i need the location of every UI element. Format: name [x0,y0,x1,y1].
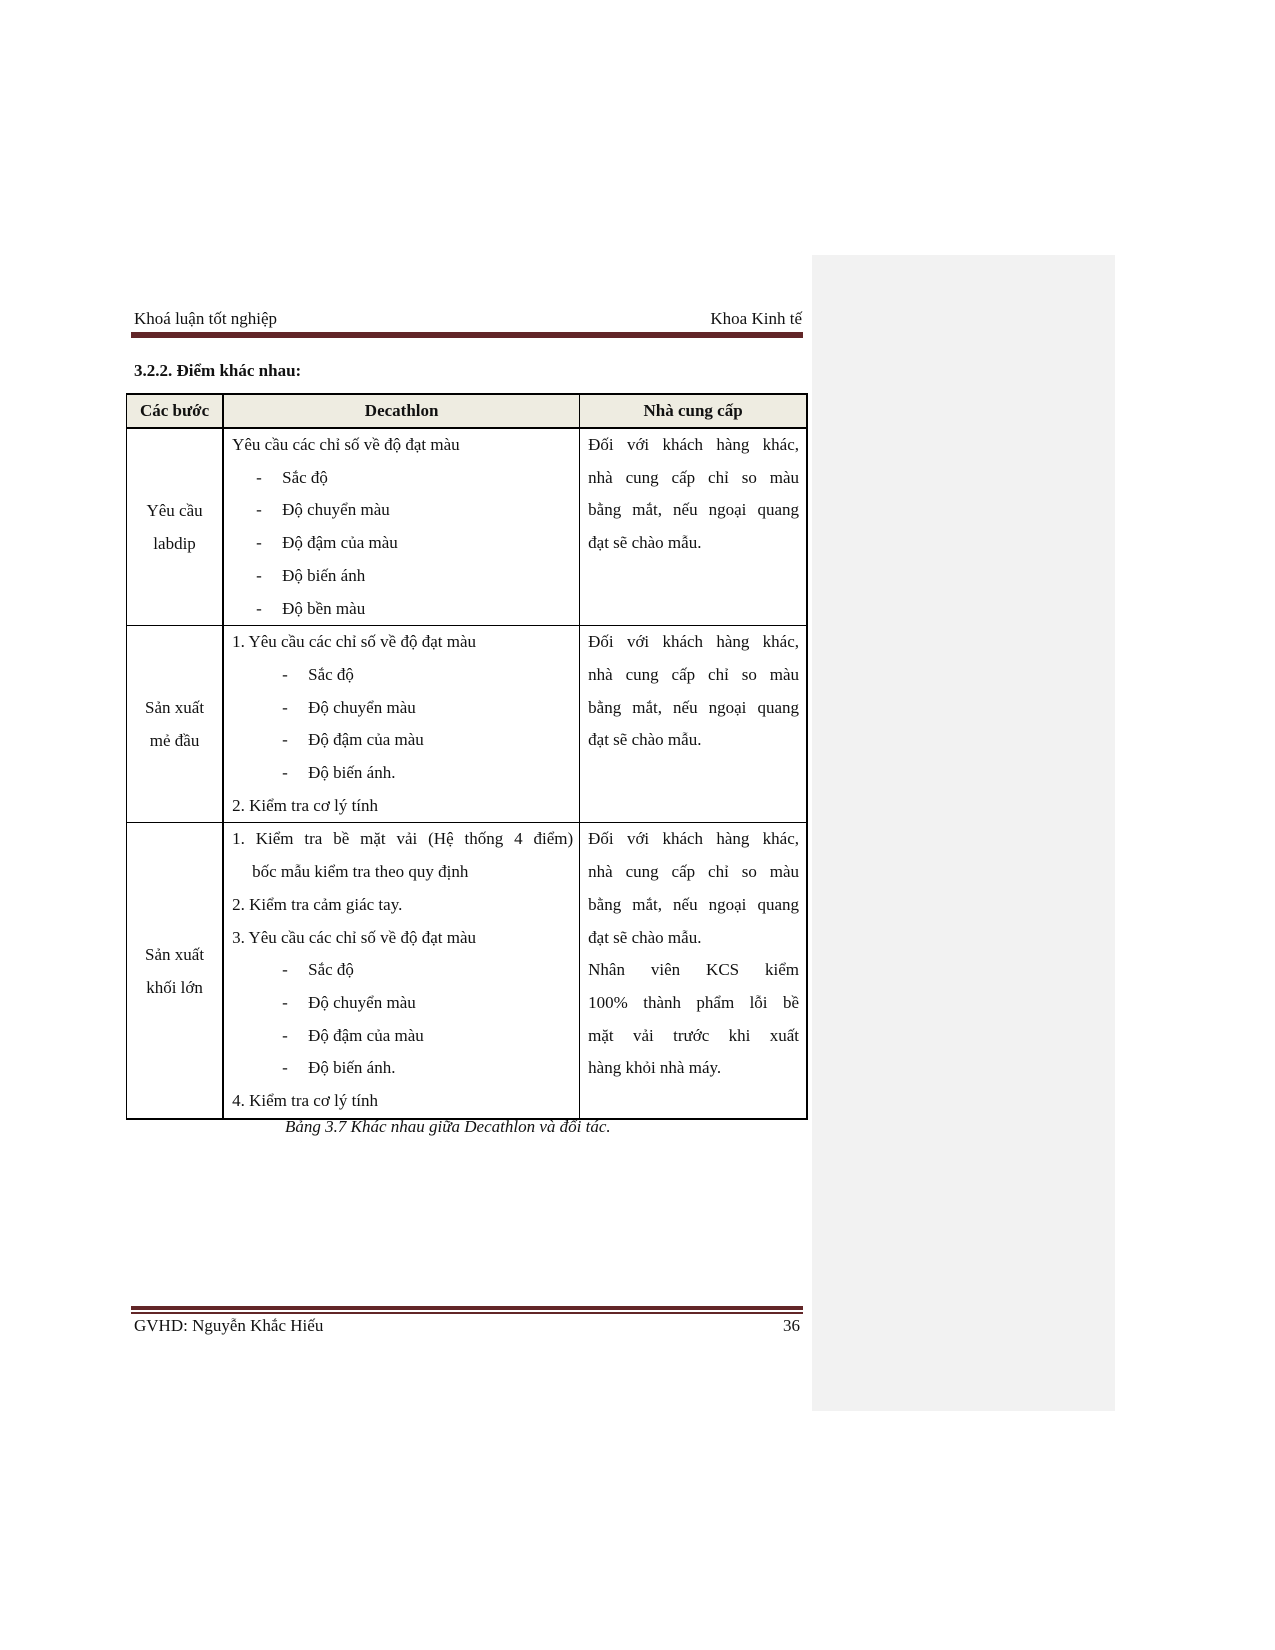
decathlon-cell [223,823,580,1119]
bullet-item: - Sắc độ [282,960,354,980]
supplier-text: Đối với khách hàng khác, [588,632,799,652]
page-header [134,309,802,331]
numbered-item-continuation: bốc mẫu kiểm tra theo quy định [252,862,469,882]
supplier-cell [580,626,807,823]
table-header-row [127,394,808,428]
supplier-text: bằng mắt, nếu ngoại quang [588,697,799,717]
numbered-item: 2. Kiểm tra cảm giác tay. [232,894,403,914]
footer-rule [131,1306,803,1310]
table-row [127,428,808,626]
supplier-text: bằng mắt, nếu ngoại quang [588,894,799,914]
table-row [127,823,808,1119]
supplier-text: nhà cung cấp chỉ so màu [588,467,799,487]
requirement-intro: Yêu cầu các chỉ số về độ đạt màu [232,435,460,454]
supplier-text: đạt sẽ chào mẫu. [588,927,702,947]
step-label: khối lớn [146,977,203,997]
step-label: labdip [153,534,196,554]
step-label: Sản xuất [145,698,205,718]
numbered-item: 1. Kiểm tra bề mặt vải (Hệ thống 4 điểm) [232,829,574,849]
step-label: mẻ đầu [149,731,200,751]
numbered-item: 1. Yêu cầu các chỉ số về độ đạt màu [232,632,476,652]
footer-advisor: GVHD: Nguyễn Khắc Hiếu [134,1316,324,1335]
numbered-item: 4. Kiểm tra cơ lý tính [232,1091,379,1111]
header-thesis-label: Khoá luận tốt nghiệp [134,309,278,328]
column-header-steps: Các bước [127,394,224,428]
bullet-item: - Độ bền màu [256,598,366,618]
supplier-cell [580,823,807,1119]
supplier-text: đạt sẽ chào mẫu. [588,730,702,750]
supplier-text: đạt sẽ chào mẫu. [588,533,702,553]
supplier-cell [580,428,807,626]
bullet-item: - Độ biến ánh. [282,763,396,783]
header-faculty-label: Khoa Kinh tế [710,309,802,328]
header-rule [131,332,803,338]
step-label: Yêu cầu [146,501,203,521]
bullet-item: - Độ biến ánh. [282,1058,396,1078]
supplier-text: bằng mắt, nếu ngoại quang [588,500,799,520]
decathlon-cell [223,626,580,823]
decathlon-cell [223,428,580,626]
numbered-item: 2. Kiểm tra cơ lý tính [232,795,379,815]
section-title: 3.2.2. Điểm khác nhau: [134,361,302,380]
footer-rule-thin [131,1312,803,1314]
step-cell [127,626,224,823]
supplier-text: nhà cung cấp chỉ so màu [588,664,799,684]
table-row [127,626,808,823]
bullet-item: - Độ chuyển màu [256,500,390,520]
bullet-item: - Độ đậm của màu [282,730,424,750]
step-label: Sản xuất [145,944,205,964]
bullet-item: - Độ đậm của màu [282,1025,424,1045]
supplier-text: mặt vải trước khi xuất [588,1025,799,1045]
supplier-text: 100% thành phẩm lỗi bề [588,992,799,1012]
numbered-item: 3. Yêu cầu các chỉ số về độ đạt màu [232,927,476,947]
page-number: 36 [783,1316,800,1335]
supplier-text: Nhân viên KCS kiểm [588,960,799,980]
table-caption: Bảng 3.7 Khác nhau giữa Decathlon và đối tác. [285,1117,611,1136]
comparison-table [126,393,808,1120]
supplier-text: Đối với khách hàng khác, [588,435,799,454]
bullet-item: - Độ chuyển màu [282,992,416,1012]
supplier-text: nhà cung cấp chỉ so màu [588,862,799,882]
supplier-text: hàng khỏi nhà máy. [588,1058,722,1078]
step-cell [127,428,224,626]
column-header-decathlon: Decathlon [223,394,580,428]
bullet-item: - Sắc độ [282,664,354,684]
bullet-item: - Độ đậm của màu [256,533,398,553]
column-header-supplier: Nhà cung cấp [580,394,807,428]
bullet-item: - Độ biến ánh [256,565,366,585]
step-cell [127,823,224,1119]
bullet-item: - Sắc độ [256,467,328,487]
comment-pane [812,255,1115,1411]
bullet-item: - Độ chuyển màu [282,697,416,717]
supplier-text: Đối với khách hàng khác, [588,829,799,849]
